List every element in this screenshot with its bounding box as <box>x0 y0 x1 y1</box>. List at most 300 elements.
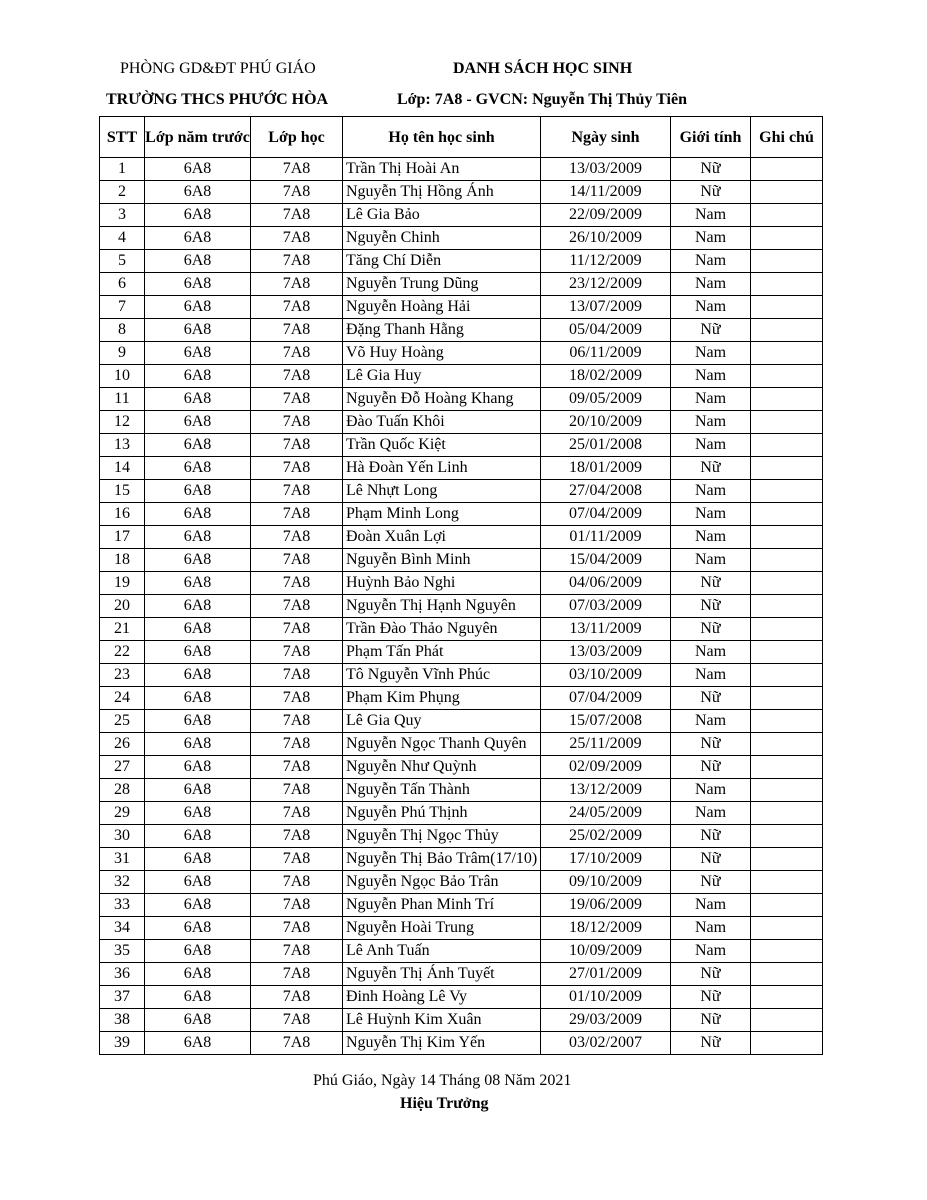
cell-prev-class: 6A8 <box>145 572 251 595</box>
cell-note <box>751 664 823 687</box>
cell-dob: 27/01/2009 <box>541 963 671 986</box>
cell-stt: 28 <box>100 779 145 802</box>
cell-note <box>751 963 823 986</box>
cell-dob: 04/06/2009 <box>541 572 671 595</box>
cell-prev-class: 6A8 <box>145 434 251 457</box>
cell-stt: 4 <box>100 227 145 250</box>
cell-note <box>751 848 823 871</box>
cell-note <box>751 503 823 526</box>
cell-dob: 11/12/2009 <box>541 250 671 273</box>
cell-note <box>751 181 823 204</box>
cell-dob: 13/03/2009 <box>541 158 671 181</box>
cell-gender: Nữ <box>671 1009 751 1032</box>
cell-dob: 25/11/2009 <box>541 733 671 756</box>
cell-stt: 25 <box>100 710 145 733</box>
cell-gender: Nam <box>671 273 751 296</box>
cell-stt: 6 <box>100 273 145 296</box>
cell-note <box>751 526 823 549</box>
cell-class: 7A8 <box>251 1032 343 1055</box>
cell-stt: 34 <box>100 917 145 940</box>
cell-prev-class: 6A8 <box>145 641 251 664</box>
cell-note <box>751 480 823 503</box>
cell-dob: 19/06/2009 <box>541 894 671 917</box>
cell-stt: 30 <box>100 825 145 848</box>
cell-student-name: Nguyễn Ngọc Thanh Quyên <box>343 733 541 756</box>
cell-prev-class: 6A8 <box>145 687 251 710</box>
cell-note <box>751 388 823 411</box>
cell-prev-class: 6A8 <box>145 526 251 549</box>
cell-prev-class: 6A8 <box>145 388 251 411</box>
cell-prev-class: 6A8 <box>145 710 251 733</box>
cell-student-name: Trần Thị Hoài An <box>343 158 541 181</box>
cell-student-name: Hà Đoàn Yến Linh <box>343 457 541 480</box>
cell-gender: Nữ <box>671 618 751 641</box>
cell-class: 7A8 <box>251 618 343 641</box>
cell-stt: 19 <box>100 572 145 595</box>
table-row <box>100 296 823 319</box>
cell-class: 7A8 <box>251 664 343 687</box>
cell-gender: Nữ <box>671 572 751 595</box>
table-row <box>100 687 823 710</box>
table-row <box>100 756 823 779</box>
col-header-note: Ghi chú <box>751 117 823 158</box>
cell-student-name: Lê Gia Huy <box>343 365 541 388</box>
cell-gender: Nữ <box>671 687 751 710</box>
cell-student-name: Nguyễn Như Quỳnh <box>343 756 541 779</box>
cell-dob: 17/10/2009 <box>541 848 671 871</box>
cell-dob: 18/02/2009 <box>541 365 671 388</box>
cell-stt: 32 <box>100 871 145 894</box>
cell-dob: 25/02/2009 <box>541 825 671 848</box>
cell-note <box>751 1009 823 1032</box>
cell-gender: Nữ <box>671 756 751 779</box>
cell-prev-class: 6A8 <box>145 480 251 503</box>
table-row <box>100 595 823 618</box>
cell-gender: Nam <box>671 802 751 825</box>
table-row <box>100 963 823 986</box>
table-row <box>100 710 823 733</box>
cell-stt: 11 <box>100 388 145 411</box>
cell-class: 7A8 <box>251 342 343 365</box>
cell-gender: Nam <box>671 227 751 250</box>
cell-note <box>751 595 823 618</box>
table-row <box>100 526 823 549</box>
table-row <box>100 733 823 756</box>
cell-gender: Nữ <box>671 848 751 871</box>
cell-dob: 23/12/2009 <box>541 273 671 296</box>
cell-note <box>751 802 823 825</box>
table-row <box>100 1032 823 1055</box>
cell-prev-class: 6A8 <box>145 664 251 687</box>
cell-gender: Nam <box>671 204 751 227</box>
cell-prev-class: 6A8 <box>145 181 251 204</box>
cell-student-name: Nguyễn Hoàng Hải <box>343 296 541 319</box>
cell-prev-class: 6A8 <box>145 457 251 480</box>
cell-note <box>751 1032 823 1055</box>
cell-student-name: Đặng Thanh Hằng <box>343 319 541 342</box>
cell-student-name: Tăng Chí Diễn <box>343 250 541 273</box>
table-row <box>100 227 823 250</box>
cell-gender: Nam <box>671 411 751 434</box>
class-info: Lớp: 7A8 - GVCN: Nguyễn Thị Thủy Tiên <box>397 91 687 108</box>
cell-prev-class: 6A8 <box>145 963 251 986</box>
cell-class: 7A8 <box>251 158 343 181</box>
cell-student-name: Võ Huy Hoàng <box>343 342 541 365</box>
cell-gender: Nam <box>671 549 751 572</box>
cell-prev-class: 6A8 <box>145 894 251 917</box>
cell-dob: 18/01/2009 <box>541 457 671 480</box>
cell-prev-class: 6A8 <box>145 779 251 802</box>
cell-dob: 10/09/2009 <box>541 940 671 963</box>
cell-gender: Nữ <box>671 158 751 181</box>
document-title: DANH SÁCH HỌC SINH <box>453 60 633 77</box>
cell-dob: 07/04/2009 <box>541 687 671 710</box>
cell-stt: 5 <box>100 250 145 273</box>
cell-gender: Nam <box>671 917 751 940</box>
cell-class: 7A8 <box>251 227 343 250</box>
cell-gender: Nam <box>671 664 751 687</box>
cell-student-name: Trần Đào Thảo Nguyên <box>343 618 541 641</box>
cell-stt: 35 <box>100 940 145 963</box>
cell-class: 7A8 <box>251 595 343 618</box>
cell-student-name: Nguyễn Ngọc Bảo Trân <box>343 871 541 894</box>
cell-class: 7A8 <box>251 871 343 894</box>
table-row <box>100 457 823 480</box>
cell-class: 7A8 <box>251 963 343 986</box>
cell-note <box>751 434 823 457</box>
col-header-stt: STT <box>100 117 145 158</box>
cell-student-name: Nguyễn Tấn Thành <box>343 779 541 802</box>
cell-student-name: Đào Tuấn Khôi <box>343 411 541 434</box>
cell-student-name: Lê Nhựt Long <box>343 480 541 503</box>
table-row <box>100 825 823 848</box>
cell-note <box>751 411 823 434</box>
cell-note <box>751 871 823 894</box>
cell-gender: Nam <box>671 342 751 365</box>
cell-prev-class: 6A8 <box>145 1009 251 1032</box>
cell-dob: 20/10/2009 <box>541 411 671 434</box>
department-name: PHÒNG GD&ĐT PHÚ GIÁO <box>120 60 316 77</box>
cell-class: 7A8 <box>251 710 343 733</box>
cell-stt: 38 <box>100 1009 145 1032</box>
cell-note <box>751 158 823 181</box>
table-row <box>100 618 823 641</box>
cell-note <box>751 227 823 250</box>
cell-student-name: Nguyễn Thị Hạnh Nguyên <box>343 595 541 618</box>
cell-dob: 01/11/2009 <box>541 526 671 549</box>
table-row <box>100 572 823 595</box>
cell-class: 7A8 <box>251 273 343 296</box>
cell-student-name: Lê Huỳnh Kim Xuân <box>343 1009 541 1032</box>
cell-prev-class: 6A8 <box>145 986 251 1009</box>
cell-gender: Nữ <box>671 595 751 618</box>
cell-dob: 13/03/2009 <box>541 641 671 664</box>
cell-gender: Nam <box>671 940 751 963</box>
cell-class: 7A8 <box>251 388 343 411</box>
cell-dob: 29/03/2009 <box>541 1009 671 1032</box>
cell-student-name: Nguyễn Phan Minh Trí <box>343 894 541 917</box>
cell-prev-class: 6A8 <box>145 227 251 250</box>
cell-class: 7A8 <box>251 802 343 825</box>
cell-stt: 24 <box>100 687 145 710</box>
cell-class: 7A8 <box>251 503 343 526</box>
table-row <box>100 250 823 273</box>
signer-title: Hiệu Trưởng <box>400 1095 489 1112</box>
cell-gender: Nữ <box>671 871 751 894</box>
cell-stt: 39 <box>100 1032 145 1055</box>
cell-class: 7A8 <box>251 181 343 204</box>
cell-student-name: Nguyễn Thị Hồng Ánh <box>343 181 541 204</box>
table-row <box>100 894 823 917</box>
cell-stt: 12 <box>100 411 145 434</box>
cell-stt: 33 <box>100 894 145 917</box>
cell-dob: 15/07/2008 <box>541 710 671 733</box>
cell-dob: 13/07/2009 <box>541 296 671 319</box>
cell-stt: 37 <box>100 986 145 1009</box>
cell-stt: 1 <box>100 158 145 181</box>
table-row <box>100 204 823 227</box>
cell-student-name: Lê Anh Tuấn <box>343 940 541 963</box>
cell-class: 7A8 <box>251 825 343 848</box>
cell-student-name: Phạm Minh Long <box>343 503 541 526</box>
cell-gender: Nữ <box>671 733 751 756</box>
cell-stt: 31 <box>100 848 145 871</box>
cell-dob: 09/05/2009 <box>541 388 671 411</box>
cell-note <box>751 572 823 595</box>
table-row <box>100 802 823 825</box>
cell-note <box>751 250 823 273</box>
cell-prev-class: 6A8 <box>145 503 251 526</box>
cell-stt: 23 <box>100 664 145 687</box>
cell-student-name: Lê Gia Bảo <box>343 204 541 227</box>
cell-gender: Nam <box>671 480 751 503</box>
cell-prev-class: 6A8 <box>145 1032 251 1055</box>
cell-note <box>751 917 823 940</box>
col-header-name: Họ tên học sinh <box>343 117 541 158</box>
cell-prev-class: 6A8 <box>145 250 251 273</box>
cell-prev-class: 6A8 <box>145 158 251 181</box>
cell-class: 7A8 <box>251 319 343 342</box>
cell-stt: 15 <box>100 480 145 503</box>
cell-note <box>751 365 823 388</box>
table-row <box>100 434 823 457</box>
cell-prev-class: 6A8 <box>145 733 251 756</box>
table-row <box>100 940 823 963</box>
cell-student-name: Nguyễn Phú Thịnh <box>343 802 541 825</box>
cell-dob: 02/09/2009 <box>541 756 671 779</box>
cell-class: 7A8 <box>251 894 343 917</box>
cell-gender: Nam <box>671 641 751 664</box>
table-row <box>100 549 823 572</box>
cell-prev-class: 6A8 <box>145 940 251 963</box>
cell-gender: Nữ <box>671 1032 751 1055</box>
cell-stt: 26 <box>100 733 145 756</box>
cell-note <box>751 733 823 756</box>
cell-student-name: Trần Quốc Kiệt <box>343 434 541 457</box>
table-row <box>100 480 823 503</box>
cell-dob: 07/03/2009 <box>541 595 671 618</box>
col-header-dob: Ngày sinh <box>541 117 671 158</box>
cell-stt: 29 <box>100 802 145 825</box>
cell-stt: 16 <box>100 503 145 526</box>
cell-dob: 18/12/2009 <box>541 917 671 940</box>
cell-class: 7A8 <box>251 779 343 802</box>
table-row <box>100 342 823 365</box>
cell-note <box>751 687 823 710</box>
cell-class: 7A8 <box>251 365 343 388</box>
cell-note <box>751 549 823 572</box>
cell-dob: 26/10/2009 <box>541 227 671 250</box>
cell-student-name: Nguyễn Bình Minh <box>343 549 541 572</box>
cell-gender: Nam <box>671 365 751 388</box>
cell-prev-class: 6A8 <box>145 595 251 618</box>
cell-note <box>751 710 823 733</box>
cell-class: 7A8 <box>251 480 343 503</box>
cell-dob: 03/02/2007 <box>541 1032 671 1055</box>
place-date: Phú Giáo, Ngày 14 Tháng 08 Năm 2021 <box>313 1072 572 1089</box>
cell-gender: Nam <box>671 894 751 917</box>
cell-prev-class: 6A8 <box>145 273 251 296</box>
cell-stt: 13 <box>100 434 145 457</box>
table-row <box>100 181 823 204</box>
cell-dob: 24/05/2009 <box>541 802 671 825</box>
cell-prev-class: 6A8 <box>145 756 251 779</box>
cell-gender: Nam <box>671 296 751 319</box>
cell-prev-class: 6A8 <box>145 296 251 319</box>
cell-gender: Nam <box>671 434 751 457</box>
table-row <box>100 411 823 434</box>
table-row <box>100 664 823 687</box>
cell-stt: 22 <box>100 641 145 664</box>
cell-prev-class: 6A8 <box>145 204 251 227</box>
cell-stt: 7 <box>100 296 145 319</box>
cell-class: 7A8 <box>251 434 343 457</box>
cell-prev-class: 6A8 <box>145 549 251 572</box>
cell-stt: 9 <box>100 342 145 365</box>
cell-note <box>751 273 823 296</box>
cell-class: 7A8 <box>251 848 343 871</box>
cell-student-name: Huỳnh Bảo Nghi <box>343 572 541 595</box>
cell-stt: 36 <box>100 963 145 986</box>
cell-gender: Nam <box>671 710 751 733</box>
cell-gender: Nữ <box>671 986 751 1009</box>
table-row <box>100 848 823 871</box>
table-row <box>100 158 823 181</box>
table-row <box>100 986 823 1009</box>
cell-student-name: Nguyễn Đỗ Hoàng Khang <box>343 388 541 411</box>
cell-note <box>751 296 823 319</box>
cell-class: 7A8 <box>251 457 343 480</box>
cell-student-name: Lê Gia Quy <box>343 710 541 733</box>
table-row <box>100 319 823 342</box>
cell-gender: Nữ <box>671 319 751 342</box>
table-row <box>100 641 823 664</box>
cell-student-name: Tô Nguyễn Vĩnh Phúc <box>343 664 541 687</box>
cell-stt: 17 <box>100 526 145 549</box>
cell-class: 7A8 <box>251 986 343 1009</box>
table-row <box>100 365 823 388</box>
col-header-prev-class: Lớp năm trước <box>145 117 251 158</box>
cell-dob: 05/04/2009 <box>541 319 671 342</box>
cell-prev-class: 6A8 <box>145 342 251 365</box>
cell-note <box>751 779 823 802</box>
cell-dob: 22/09/2009 <box>541 204 671 227</box>
cell-gender: Nam <box>671 503 751 526</box>
cell-class: 7A8 <box>251 549 343 572</box>
table-row <box>100 503 823 526</box>
cell-note <box>751 641 823 664</box>
cell-dob: 27/04/2008 <box>541 480 671 503</box>
cell-note <box>751 204 823 227</box>
cell-stt: 27 <box>100 756 145 779</box>
col-header-class: Lớp học <box>251 117 343 158</box>
cell-student-name: Nguyễn Chinh <box>343 227 541 250</box>
student-table <box>99 116 823 1055</box>
cell-dob: 06/11/2009 <box>541 342 671 365</box>
cell-gender: Nữ <box>671 825 751 848</box>
cell-student-name: Đoàn Xuân Lợi <box>343 526 541 549</box>
cell-class: 7A8 <box>251 296 343 319</box>
cell-note <box>751 319 823 342</box>
cell-gender: Nữ <box>671 457 751 480</box>
table-header-row <box>100 117 823 158</box>
cell-dob: 03/10/2009 <box>541 664 671 687</box>
cell-dob: 13/12/2009 <box>541 779 671 802</box>
cell-note <box>751 986 823 1009</box>
cell-class: 7A8 <box>251 572 343 595</box>
school-name: TRƯỜNG THCS PHƯỚC HÒA <box>106 91 329 108</box>
cell-gender: Nam <box>671 388 751 411</box>
cell-prev-class: 6A8 <box>145 411 251 434</box>
cell-dob: 01/10/2009 <box>541 986 671 1009</box>
cell-class: 7A8 <box>251 940 343 963</box>
cell-gender: Nữ <box>671 181 751 204</box>
cell-class: 7A8 <box>251 1009 343 1032</box>
cell-prev-class: 6A8 <box>145 917 251 940</box>
table-row <box>100 1009 823 1032</box>
cell-prev-class: 6A8 <box>145 802 251 825</box>
cell-stt: 2 <box>100 181 145 204</box>
cell-student-name: Nguyễn Thị Kim Yến <box>343 1032 541 1055</box>
cell-prev-class: 6A8 <box>145 871 251 894</box>
cell-note <box>751 940 823 963</box>
cell-class: 7A8 <box>251 687 343 710</box>
cell-student-name: Phạm Kim Phụng <box>343 687 541 710</box>
cell-prev-class: 6A8 <box>145 848 251 871</box>
cell-stt: 21 <box>100 618 145 641</box>
cell-student-name: Đinh Hoàng Lê Vy <box>343 986 541 1009</box>
table-row <box>100 273 823 296</box>
cell-stt: 8 <box>100 319 145 342</box>
cell-stt: 3 <box>100 204 145 227</box>
cell-note <box>751 756 823 779</box>
cell-note <box>751 618 823 641</box>
cell-dob: 15/04/2009 <box>541 549 671 572</box>
cell-prev-class: 6A8 <box>145 319 251 342</box>
cell-gender: Nam <box>671 779 751 802</box>
cell-dob: 25/01/2008 <box>541 434 671 457</box>
cell-note <box>751 894 823 917</box>
cell-class: 7A8 <box>251 250 343 273</box>
col-header-gender: Giới tính <box>671 117 751 158</box>
cell-dob: 13/11/2009 <box>541 618 671 641</box>
cell-student-name: Nguyễn Thị Ánh Tuyết <box>343 963 541 986</box>
cell-student-name: Nguyễn Hoài Trung <box>343 917 541 940</box>
cell-class: 7A8 <box>251 204 343 227</box>
cell-stt: 20 <box>100 595 145 618</box>
cell-gender: Nam <box>671 526 751 549</box>
cell-class: 7A8 <box>251 641 343 664</box>
